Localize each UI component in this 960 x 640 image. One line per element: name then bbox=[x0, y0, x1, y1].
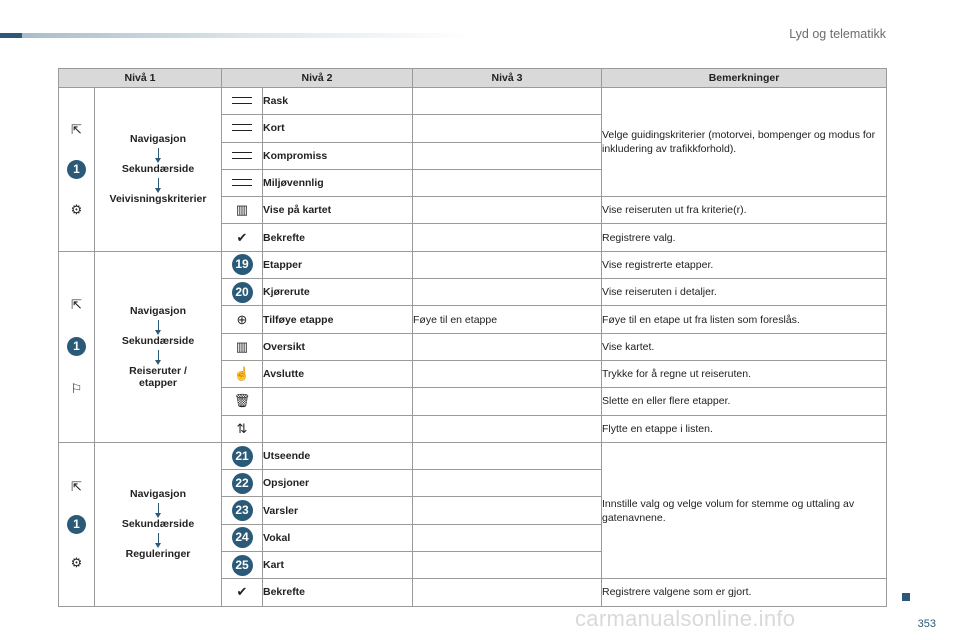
menu-item-label[interactable]: Kjørerute bbox=[263, 279, 413, 306]
level1-label: Navigasjon bbox=[129, 133, 187, 146]
move-icon[interactable]: ⇅ bbox=[236, 420, 248, 436]
menu-item-label[interactable]: Miljøvennlig bbox=[263, 169, 413, 196]
menu-item-label[interactable]: Kompromiss bbox=[263, 142, 413, 169]
hand-icon[interactable]: ☝ bbox=[233, 366, 251, 382]
navigation-icon: ⇱ bbox=[71, 121, 82, 137]
navigation-icon: ⇱ bbox=[71, 478, 82, 494]
menu-item-label[interactable]: Opsjoner bbox=[263, 470, 413, 497]
table-header-row bbox=[59, 69, 887, 88]
remark: Vise kartet. bbox=[602, 333, 887, 360]
step-badge: 1 bbox=[67, 515, 86, 534]
menu-item-label[interactable]: Oversikt bbox=[263, 333, 413, 360]
navigation-icon: ⇱ bbox=[71, 297, 82, 313]
menu-item-label[interactable]: Utseende bbox=[263, 442, 413, 469]
table-row bbox=[59, 251, 887, 278]
check-icon[interactable]: ✔ bbox=[236, 229, 248, 245]
menu-item-label[interactable]: Avslutte bbox=[263, 360, 413, 387]
navigation-menu-table bbox=[58, 68, 887, 607]
page-number: 353 bbox=[917, 618, 936, 630]
table-row bbox=[59, 88, 887, 115]
menu-item-label[interactable]: Bekrefte bbox=[263, 579, 413, 606]
step-badge: 1 bbox=[67, 160, 86, 179]
header-accent-bar bbox=[0, 33, 470, 38]
table-row bbox=[59, 442, 887, 469]
remark: Vise reiseruten ut fra kriterie(r). bbox=[602, 197, 887, 224]
level1-path bbox=[95, 251, 222, 442]
remark: Registrere valgene som er gjort. bbox=[602, 579, 887, 606]
menu-item-label[interactable]: Kort bbox=[263, 115, 413, 142]
level1-label: Sekundærside bbox=[121, 334, 195, 347]
header-remarks: Bemerkninger bbox=[602, 69, 887, 88]
badge-21-icon[interactable]: 21 bbox=[232, 446, 253, 467]
route-icon: ⚐ bbox=[70, 381, 83, 397]
remark: Innstille valg og velge volum for stemme og uttaling av gatenavnene. bbox=[602, 442, 887, 578]
menu-item-label[interactable]: Rask bbox=[263, 88, 413, 115]
down-arrow-icon bbox=[158, 178, 159, 188]
route-settings-icon: ⚙ bbox=[70, 201, 83, 217]
menu-item-label[interactable]: Etapper bbox=[263, 251, 413, 278]
section-title: Lyd og telematikk bbox=[789, 27, 886, 41]
header-level1: Nivå 1 bbox=[59, 69, 222, 88]
level1-icons bbox=[59, 88, 95, 252]
level1-icons bbox=[59, 251, 95, 442]
remark: Slette en eller flere etapper. bbox=[602, 388, 887, 415]
menu-item-label[interactable]: Bekrefte bbox=[263, 224, 413, 251]
badge-24-icon[interactable]: 24 bbox=[232, 527, 253, 548]
level1-label: Reguleringer bbox=[125, 548, 191, 561]
header-level3: Nivå 3 bbox=[413, 69, 602, 88]
menu-item-label bbox=[263, 415, 413, 442]
menu-item-label[interactable]: Tilføye etappe bbox=[263, 306, 413, 333]
bar-icon[interactable] bbox=[232, 152, 252, 159]
badge-23-icon[interactable]: 23 bbox=[232, 500, 253, 521]
level3-label[interactable]: Føye til en etappe bbox=[413, 306, 602, 333]
add-icon[interactable]: ⊕ bbox=[236, 311, 248, 327]
level1-icons bbox=[59, 442, 95, 606]
badge-20-icon[interactable]: 20 bbox=[232, 282, 253, 303]
level1-label: Sekundærside bbox=[121, 518, 195, 531]
menu-item-label[interactable]: Vokal bbox=[263, 524, 413, 551]
watermark: carmanualsonline.info bbox=[575, 606, 796, 631]
menu-item-label[interactable]: Vise på kartet bbox=[263, 197, 413, 224]
remark: Føye til en etape ut fra listen som foreslås. bbox=[602, 306, 887, 333]
remark: Velge guidingskriterier (motorvei, bompenger og modus for inkludering av trafikkforhold). bbox=[602, 88, 887, 197]
down-arrow-icon bbox=[158, 533, 159, 543]
bar-icon[interactable] bbox=[232, 179, 252, 186]
remark: Registrere valg. bbox=[602, 224, 887, 251]
step-badge: 1 bbox=[67, 337, 86, 356]
map-icon[interactable]: ▥ bbox=[235, 338, 249, 354]
menu-item-label[interactable]: Kart bbox=[263, 552, 413, 579]
bar-icon[interactable] bbox=[232, 97, 252, 104]
down-arrow-icon bbox=[158, 350, 159, 360]
level1-label: Navigasjon bbox=[129, 304, 187, 317]
check-icon[interactable]: ✔ bbox=[236, 584, 248, 600]
level1-label: Navigasjon bbox=[129, 488, 187, 501]
badge-22-icon[interactable]: 22 bbox=[232, 473, 253, 494]
remark: Trykke for å regne ut reiseruten. bbox=[602, 360, 887, 387]
map-icon[interactable]: ▥ bbox=[235, 202, 249, 218]
badge-25-icon[interactable]: 25 bbox=[232, 555, 253, 576]
header-level2: Nivå 2 bbox=[222, 69, 413, 88]
level1-path bbox=[95, 88, 222, 252]
menu-item-label bbox=[263, 388, 413, 415]
level1-label: Sekundærside bbox=[121, 163, 195, 176]
level1-label: Reiseruter / etapper bbox=[129, 364, 187, 389]
down-arrow-icon bbox=[158, 148, 159, 158]
level1-path bbox=[95, 442, 222, 606]
badge-19-icon[interactable]: 19 bbox=[232, 254, 253, 275]
level1-label: Veivisningskriterier bbox=[109, 193, 207, 206]
page-marker bbox=[902, 593, 910, 601]
down-arrow-icon bbox=[158, 503, 159, 513]
bar-icon[interactable] bbox=[232, 124, 252, 131]
settings-icon: ⚙ bbox=[70, 554, 83, 570]
menu-item-label[interactable]: Varsler bbox=[263, 497, 413, 524]
trash-icon[interactable]: 🗑 bbox=[233, 393, 251, 409]
remark: Vise reiseruten i detaljer. bbox=[602, 279, 887, 306]
remark: Vise registrerte etapper. bbox=[602, 251, 887, 278]
remark: Flytte en etappe i listen. bbox=[602, 415, 887, 442]
down-arrow-icon bbox=[158, 320, 159, 330]
